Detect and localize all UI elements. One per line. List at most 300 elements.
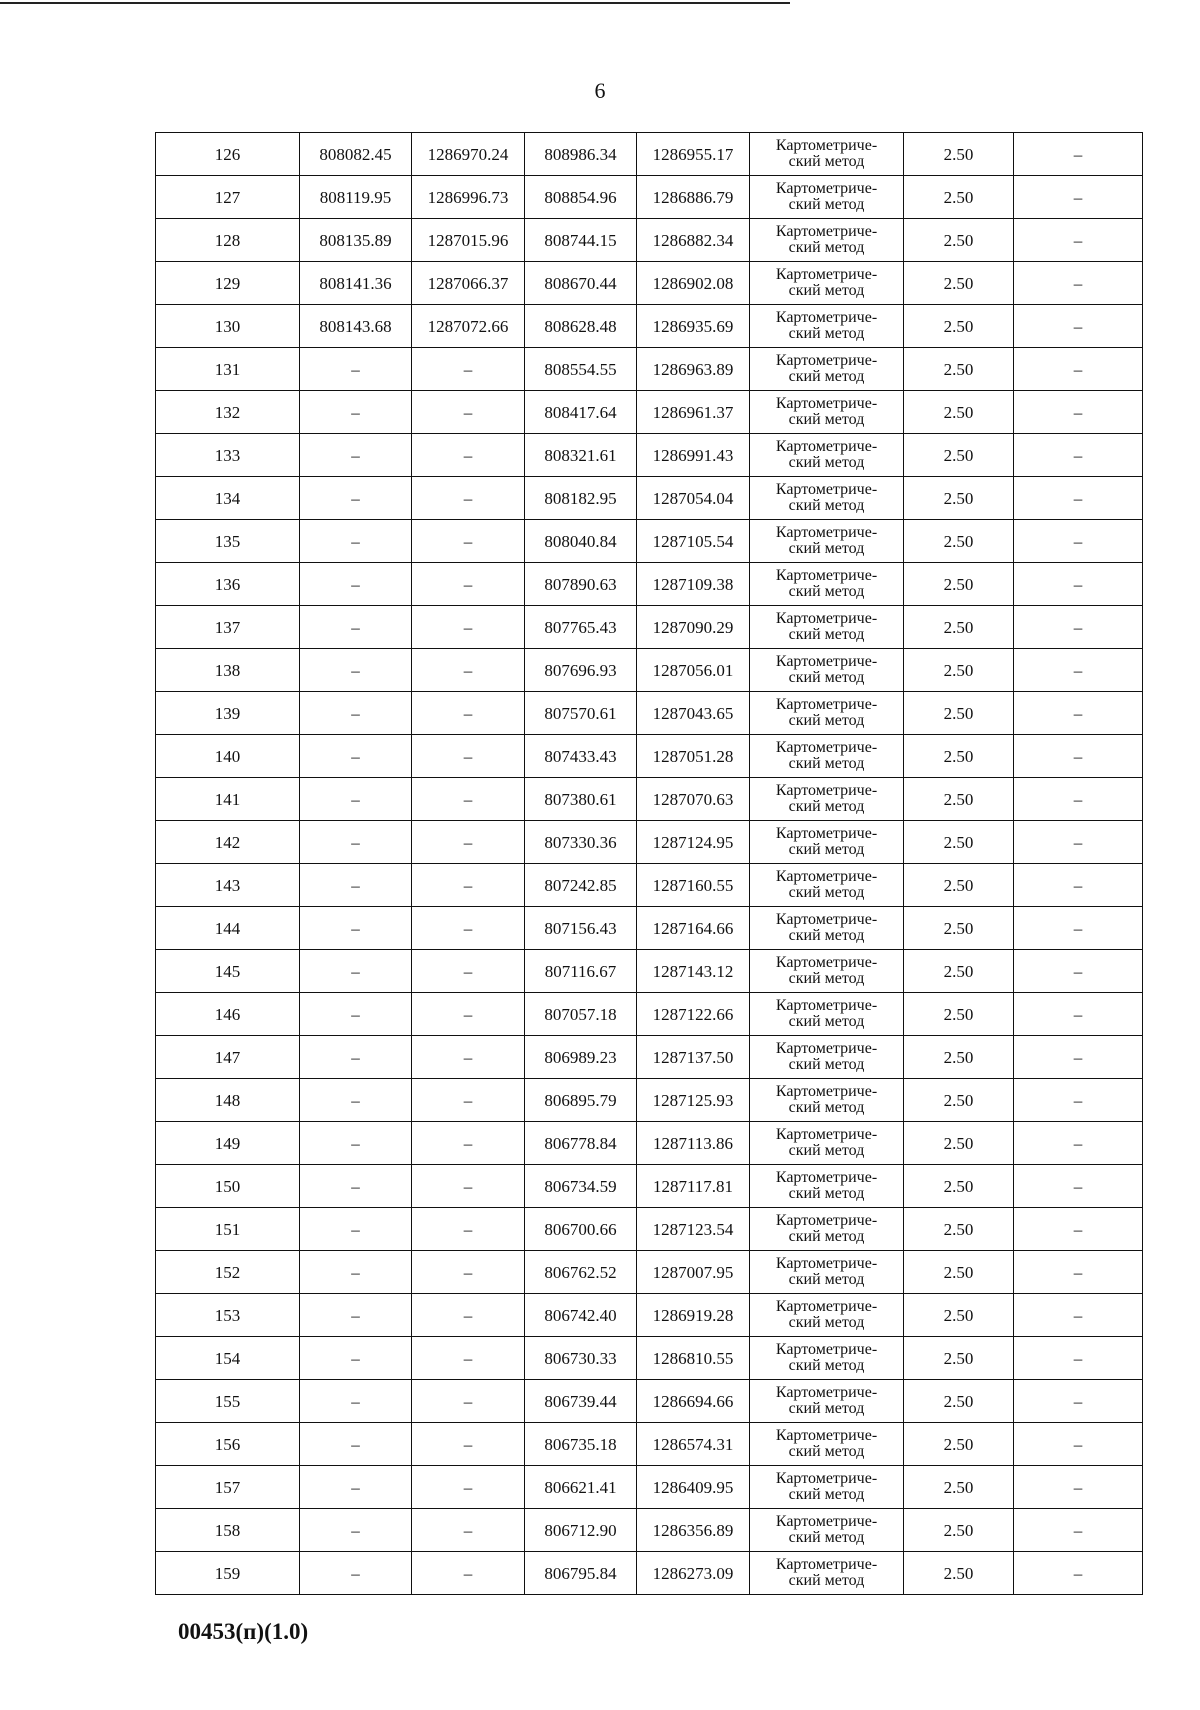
old-x-cell: – <box>300 1552 412 1595</box>
accuracy-cell: 2.50 <box>904 1337 1014 1380</box>
description-cell: – <box>1014 176 1143 219</box>
point-number-cell: 131 <box>156 348 300 391</box>
new-y-cell: 1287051.28 <box>637 735 750 778</box>
description-cell: – <box>1014 1552 1143 1595</box>
new-y-cell: 1286961.37 <box>637 391 750 434</box>
description-cell: – <box>1014 1036 1143 1079</box>
accuracy-cell: 2.50 <box>904 391 1014 434</box>
table-row <box>156 305 1143 348</box>
method-text: Картометриче-ский метод <box>775 352 878 385</box>
description-cell: – <box>1014 778 1143 821</box>
new-x-cell: 808854.96 <box>525 176 637 219</box>
accuracy-cell: 2.50 <box>904 907 1014 950</box>
method-cell <box>750 778 904 821</box>
old-y-cell: 1287015.96 <box>412 219 525 262</box>
method-cell <box>750 907 904 950</box>
new-y-cell: 1286886.79 <box>637 176 750 219</box>
description-cell: – <box>1014 1079 1143 1122</box>
point-number-cell: 134 <box>156 477 300 520</box>
method-cell <box>750 1036 904 1079</box>
method-cell <box>750 1208 904 1251</box>
old-x-cell: – <box>300 864 412 907</box>
table-row <box>156 434 1143 477</box>
method-cell <box>750 735 904 778</box>
new-x-cell: 807433.43 <box>525 735 637 778</box>
table-row <box>156 1466 1143 1509</box>
accuracy-cell: 2.50 <box>904 1122 1014 1165</box>
table-row <box>156 864 1143 907</box>
old-y-cell: – <box>412 434 525 477</box>
point-number-cell: 147 <box>156 1036 300 1079</box>
new-x-cell: 807116.67 <box>525 950 637 993</box>
new-y-cell: 1287054.04 <box>637 477 750 520</box>
point-number-cell: 135 <box>156 520 300 563</box>
method-cell <box>750 520 904 563</box>
table-row <box>156 1251 1143 1294</box>
point-number-cell: 151 <box>156 1208 300 1251</box>
method-cell <box>750 606 904 649</box>
new-x-cell: 806734.59 <box>525 1165 637 1208</box>
point-number-cell: 127 <box>156 176 300 219</box>
method-text: Картометриче-ский метод <box>775 1341 878 1374</box>
old-y-cell: – <box>412 477 525 520</box>
old-y-cell: 1286970.24 <box>412 133 525 176</box>
description-cell: – <box>1014 649 1143 692</box>
description-cell: – <box>1014 305 1143 348</box>
method-cell <box>750 1423 904 1466</box>
old-x-cell: – <box>300 1380 412 1423</box>
table-row <box>156 391 1143 434</box>
old-y-cell: – <box>412 1036 525 1079</box>
new-x-cell: 808744.15 <box>525 219 637 262</box>
description-cell: – <box>1014 735 1143 778</box>
method-text: Картометриче-ский метод <box>775 438 878 471</box>
method-text: Картометриче-ский метод <box>775 911 878 944</box>
method-text: Картометриче-ский метод <box>775 223 878 256</box>
old-y-cell: – <box>412 821 525 864</box>
accuracy-cell: 2.50 <box>904 692 1014 735</box>
method-text: Картометриче-ский метод <box>775 1169 878 1202</box>
new-y-cell: 1287117.81 <box>637 1165 750 1208</box>
accuracy-cell: 2.50 <box>904 649 1014 692</box>
table-row <box>156 993 1143 1036</box>
method-cell <box>750 1380 904 1423</box>
new-y-cell: 1286919.28 <box>637 1294 750 1337</box>
new-y-cell: 1287113.86 <box>637 1122 750 1165</box>
method-cell <box>750 1466 904 1509</box>
new-y-cell: 1287043.65 <box>637 692 750 735</box>
accuracy-cell: 2.50 <box>904 1466 1014 1509</box>
accuracy-cell: 2.50 <box>904 821 1014 864</box>
table-row <box>156 649 1143 692</box>
method-text: Картометриче-ский метод <box>775 567 878 600</box>
old-y-cell: – <box>412 1380 525 1423</box>
accuracy-cell: 2.50 <box>904 477 1014 520</box>
description-cell: – <box>1014 563 1143 606</box>
method-text: Картометриче-ский метод <box>775 1470 878 1503</box>
accuracy-cell: 2.50 <box>904 434 1014 477</box>
table-row <box>156 1208 1143 1251</box>
old-x-cell: – <box>300 821 412 864</box>
table-row <box>156 692 1143 735</box>
new-x-cell: 807242.85 <box>525 864 637 907</box>
table-row <box>156 1036 1143 1079</box>
new-x-cell: 806762.52 <box>525 1251 637 1294</box>
old-y-cell: – <box>412 735 525 778</box>
method-text: Картометриче-ский метод <box>775 395 878 428</box>
coordinates-table-container <box>155 132 1142 1595</box>
old-y-cell: – <box>412 907 525 950</box>
new-x-cell: 806778.84 <box>525 1122 637 1165</box>
method-cell <box>750 262 904 305</box>
old-x-cell: – <box>300 692 412 735</box>
point-number-cell: 129 <box>156 262 300 305</box>
new-x-cell: 806730.33 <box>525 1337 637 1380</box>
table-row <box>156 1552 1143 1595</box>
method-text: Картометриче-ский метод <box>775 954 878 987</box>
new-y-cell: 1286273.09 <box>637 1552 750 1595</box>
old-y-cell: 1287066.37 <box>412 262 525 305</box>
accuracy-cell: 2.50 <box>904 778 1014 821</box>
new-y-cell: 1287122.66 <box>637 993 750 1036</box>
old-x-cell: – <box>300 735 412 778</box>
accuracy-cell: 2.50 <box>904 950 1014 993</box>
description-cell: – <box>1014 907 1143 950</box>
method-cell <box>750 1165 904 1208</box>
description-cell: – <box>1014 262 1143 305</box>
old-x-cell: 808119.95 <box>300 176 412 219</box>
new-y-cell: 1286935.69 <box>637 305 750 348</box>
description-cell: – <box>1014 821 1143 864</box>
new-y-cell: 1286356.89 <box>637 1509 750 1552</box>
new-x-cell: 807380.61 <box>525 778 637 821</box>
old-x-cell: – <box>300 391 412 434</box>
point-number-cell: 158 <box>156 1509 300 1552</box>
method-cell <box>750 348 904 391</box>
method-cell <box>750 563 904 606</box>
point-number-cell: 126 <box>156 133 300 176</box>
table-row <box>156 1122 1143 1165</box>
old-x-cell: – <box>300 1251 412 1294</box>
new-y-cell: 1287164.66 <box>637 907 750 950</box>
new-y-cell: 1286694.66 <box>637 1380 750 1423</box>
method-text: Картометриче-ский метод <box>775 997 878 1030</box>
old-x-cell: – <box>300 1466 412 1509</box>
description-cell: – <box>1014 1165 1143 1208</box>
method-cell <box>750 477 904 520</box>
old-x-cell: – <box>300 1122 412 1165</box>
point-number-cell: 155 <box>156 1380 300 1423</box>
accuracy-cell: 2.50 <box>904 864 1014 907</box>
new-y-cell: 1287124.95 <box>637 821 750 864</box>
table-row <box>156 821 1143 864</box>
description-cell: – <box>1014 864 1143 907</box>
old-x-cell: – <box>300 907 412 950</box>
new-x-cell: 808986.34 <box>525 133 637 176</box>
method-text: Картометриче-ский метод <box>775 309 878 342</box>
old-y-cell: – <box>412 1337 525 1380</box>
old-y-cell: – <box>412 649 525 692</box>
old-x-cell: – <box>300 1079 412 1122</box>
accuracy-cell: 2.50 <box>904 1251 1014 1294</box>
method-cell <box>750 1552 904 1595</box>
old-y-cell: – <box>412 692 525 735</box>
old-y-cell: – <box>412 1423 525 1466</box>
point-number-cell: 143 <box>156 864 300 907</box>
new-x-cell: 806895.79 <box>525 1079 637 1122</box>
method-cell <box>750 176 904 219</box>
document-code: 00453(п)(1.0) <box>178 1619 309 1644</box>
description-cell: – <box>1014 348 1143 391</box>
accuracy-cell: 2.50 <box>904 1036 1014 1079</box>
new-x-cell: 807696.93 <box>525 649 637 692</box>
new-x-cell: 808321.61 <box>525 434 637 477</box>
new-x-cell: 806700.66 <box>525 1208 637 1251</box>
old-x-cell: 808135.89 <box>300 219 412 262</box>
new-y-cell: 1287056.01 <box>637 649 750 692</box>
description-cell: – <box>1014 133 1143 176</box>
table-row <box>156 262 1143 305</box>
table-row <box>156 563 1143 606</box>
new-y-cell: 1287105.54 <box>637 520 750 563</box>
new-y-cell: 1287070.63 <box>637 778 750 821</box>
new-y-cell: 1286991.43 <box>637 434 750 477</box>
old-x-cell: – <box>300 563 412 606</box>
old-y-cell: 1287072.66 <box>412 305 525 348</box>
table-row <box>156 1165 1143 1208</box>
accuracy-cell: 2.50 <box>904 1509 1014 1552</box>
old-x-cell: 808082.45 <box>300 133 412 176</box>
method-text: Картометриче-ский метод <box>775 1384 878 1417</box>
old-y-cell: – <box>412 520 525 563</box>
method-cell <box>750 821 904 864</box>
page-number: 6 <box>594 78 606 103</box>
old-x-cell: – <box>300 1337 412 1380</box>
point-number-cell: 156 <box>156 1423 300 1466</box>
new-y-cell: 1286963.89 <box>637 348 750 391</box>
point-number-cell: 159 <box>156 1552 300 1595</box>
new-y-cell: 1286955.17 <box>637 133 750 176</box>
point-number-cell: 145 <box>156 950 300 993</box>
method-text: Картометриче-ский метод <box>775 481 878 514</box>
new-x-cell: 807057.18 <box>525 993 637 1036</box>
accuracy-cell: 2.50 <box>904 305 1014 348</box>
point-number-cell: 133 <box>156 434 300 477</box>
description-cell: – <box>1014 477 1143 520</box>
method-text: Картометриче-ский метод <box>775 1427 878 1460</box>
accuracy-cell: 2.50 <box>904 176 1014 219</box>
accuracy-cell: 2.50 <box>904 133 1014 176</box>
point-number-cell: 128 <box>156 219 300 262</box>
method-text: Картометриче-ский метод <box>775 825 878 858</box>
method-cell <box>750 864 904 907</box>
old-y-cell: – <box>412 778 525 821</box>
method-cell <box>750 1294 904 1337</box>
table-row <box>156 1294 1143 1337</box>
accuracy-cell: 2.50 <box>904 563 1014 606</box>
new-x-cell: 806712.90 <box>525 1509 637 1552</box>
table-row <box>156 219 1143 262</box>
table-row <box>156 778 1143 821</box>
description-cell: – <box>1014 219 1143 262</box>
method-cell <box>750 649 904 692</box>
table-row <box>156 133 1143 176</box>
old-y-cell: – <box>412 1208 525 1251</box>
new-y-cell: 1287125.93 <box>637 1079 750 1122</box>
table-row <box>156 907 1143 950</box>
old-x-cell: – <box>300 348 412 391</box>
point-number-cell: 146 <box>156 993 300 1036</box>
method-text: Картометриче-ский метод <box>775 739 878 772</box>
old-y-cell: – <box>412 1251 525 1294</box>
method-cell <box>750 1122 904 1165</box>
old-x-cell: – <box>300 778 412 821</box>
old-y-cell: – <box>412 1165 525 1208</box>
description-cell: – <box>1014 1423 1143 1466</box>
method-cell <box>750 1079 904 1122</box>
method-cell <box>750 950 904 993</box>
old-x-cell: – <box>300 1165 412 1208</box>
point-number-cell: 139 <box>156 692 300 735</box>
table-row <box>156 1380 1143 1423</box>
new-x-cell: 806989.23 <box>525 1036 637 1079</box>
description-cell: – <box>1014 520 1143 563</box>
point-number-cell: 132 <box>156 391 300 434</box>
old-y-cell: – <box>412 993 525 1036</box>
method-text: Картометриче-ский метод <box>775 266 878 299</box>
method-text: Картометриче-ский метод <box>775 1513 878 1546</box>
table-row <box>156 606 1143 649</box>
old-y-cell: – <box>412 348 525 391</box>
description-cell: – <box>1014 1337 1143 1380</box>
method-text: Картометриче-ский метод <box>775 1298 878 1331</box>
method-text: Картометриче-ский метод <box>775 1556 878 1589</box>
new-x-cell: 808628.48 <box>525 305 637 348</box>
point-number-cell: 150 <box>156 1165 300 1208</box>
old-x-cell: – <box>300 1036 412 1079</box>
method-text: Картометриче-ский метод <box>775 782 878 815</box>
accuracy-cell: 2.50 <box>904 1165 1014 1208</box>
point-number-cell: 149 <box>156 1122 300 1165</box>
top-rule <box>0 2 790 4</box>
point-number-cell: 144 <box>156 907 300 950</box>
method-cell <box>750 1251 904 1294</box>
new-y-cell: 1287090.29 <box>637 606 750 649</box>
table-row <box>156 1509 1143 1552</box>
new-x-cell: 808670.44 <box>525 262 637 305</box>
method-text: Картометриче-ский метод <box>775 524 878 557</box>
new-x-cell: 806795.84 <box>525 1552 637 1595</box>
new-x-cell: 807330.36 <box>525 821 637 864</box>
old-y-cell: – <box>412 391 525 434</box>
point-number-cell: 130 <box>156 305 300 348</box>
old-x-cell: – <box>300 477 412 520</box>
new-x-cell: 808554.55 <box>525 348 637 391</box>
method-text: Картометриче-ский метод <box>775 610 878 643</box>
old-x-cell: – <box>300 1294 412 1337</box>
description-cell: – <box>1014 1509 1143 1552</box>
method-text: Картометриче-ский метод <box>775 1040 878 1073</box>
point-number-cell: 137 <box>156 606 300 649</box>
new-y-cell: 1286882.34 <box>637 219 750 262</box>
new-x-cell: 808040.84 <box>525 520 637 563</box>
new-x-cell: 806739.44 <box>525 1380 637 1423</box>
accuracy-cell: 2.50 <box>904 520 1014 563</box>
accuracy-cell: 2.50 <box>904 1208 1014 1251</box>
table-row <box>156 1079 1143 1122</box>
old-x-cell: 808143.68 <box>300 305 412 348</box>
method-text: Картометриче-ский метод <box>775 1212 878 1245</box>
description-cell: – <box>1014 1122 1143 1165</box>
method-text: Картометриче-ский метод <box>775 653 878 686</box>
method-text: Картометриче-ский метод <box>775 696 878 729</box>
new-y-cell: 1287123.54 <box>637 1208 750 1251</box>
table-row <box>156 1423 1143 1466</box>
accuracy-cell: 2.50 <box>904 993 1014 1036</box>
method-text: Картометриче-ский метод <box>775 868 878 901</box>
old-x-cell: – <box>300 950 412 993</box>
new-x-cell: 807890.63 <box>525 563 637 606</box>
old-y-cell: – <box>412 563 525 606</box>
new-x-cell: 806742.40 <box>525 1294 637 1337</box>
old-y-cell: – <box>412 950 525 993</box>
old-x-cell: – <box>300 993 412 1036</box>
table-body <box>156 133 1143 1595</box>
new-x-cell: 807156.43 <box>525 907 637 950</box>
method-cell <box>750 434 904 477</box>
old-x-cell: 808141.36 <box>300 262 412 305</box>
method-text: Картометриче-ский метод <box>775 1083 878 1116</box>
description-cell: – <box>1014 1380 1143 1423</box>
new-y-cell: 1287143.12 <box>637 950 750 993</box>
table-row <box>156 520 1143 563</box>
method-cell <box>750 1337 904 1380</box>
old-x-cell: – <box>300 1509 412 1552</box>
description-cell: – <box>1014 1208 1143 1251</box>
description-cell: – <box>1014 606 1143 649</box>
point-number-cell: 148 <box>156 1079 300 1122</box>
method-cell <box>750 133 904 176</box>
description-cell: – <box>1014 1294 1143 1337</box>
accuracy-cell: 2.50 <box>904 219 1014 262</box>
method-cell <box>750 1509 904 1552</box>
table-row <box>156 176 1143 219</box>
method-cell <box>750 305 904 348</box>
new-y-cell: 1287137.50 <box>637 1036 750 1079</box>
point-number-cell: 152 <box>156 1251 300 1294</box>
method-text: Картометриче-ский метод <box>775 137 878 170</box>
point-number-cell: 141 <box>156 778 300 821</box>
old-y-cell: – <box>412 1079 525 1122</box>
description-cell: – <box>1014 391 1143 434</box>
table-row <box>156 1337 1143 1380</box>
new-y-cell: 1287109.38 <box>637 563 750 606</box>
accuracy-cell: 2.50 <box>904 1079 1014 1122</box>
description-cell: – <box>1014 434 1143 477</box>
table-row <box>156 950 1143 993</box>
new-y-cell: 1287160.55 <box>637 864 750 907</box>
method-cell <box>750 993 904 1036</box>
old-y-cell: – <box>412 1466 525 1509</box>
method-text: Картометриче-ский метод <box>775 1255 878 1288</box>
description-cell: – <box>1014 993 1143 1036</box>
method-cell <box>750 692 904 735</box>
old-y-cell: – <box>412 1122 525 1165</box>
old-x-cell: – <box>300 649 412 692</box>
old-y-cell: – <box>412 1509 525 1552</box>
point-number-cell: 136 <box>156 563 300 606</box>
old-x-cell: – <box>300 606 412 649</box>
